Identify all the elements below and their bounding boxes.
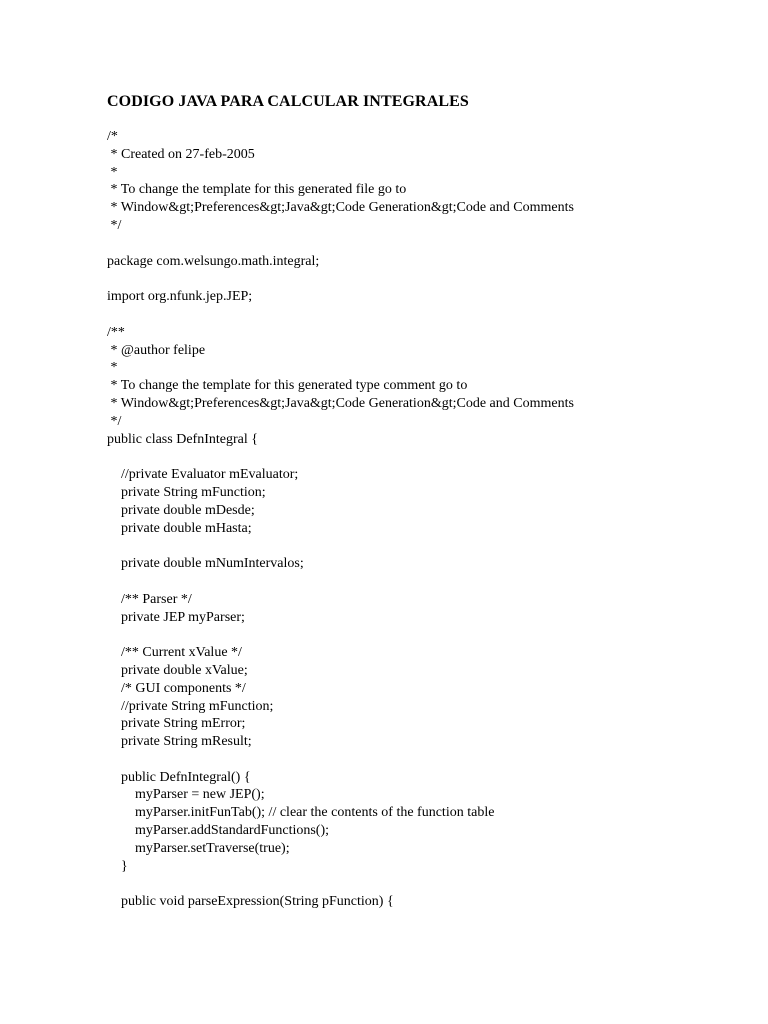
code-line <box>107 751 574 769</box>
code-line: myParser.initFunTab(); // clear the contents of the function table <box>107 805 495 821</box>
code-line: //private Evaluator mEvaluator; <box>107 467 299 483</box>
code-line: import org.nfunk.jep.JEP; <box>107 289 253 305</box>
code-line: * To change the template for this generated type comment go to <box>107 378 468 394</box>
code-line <box>107 875 574 893</box>
code-line: * Created on 27-feb-2005 <box>107 146 255 162</box>
code-line <box>107 448 574 466</box>
code-line: private String mResult; <box>107 734 252 750</box>
code-line <box>107 626 574 644</box>
code-line: * <box>107 360 118 376</box>
code-line: * <box>107 164 118 180</box>
code-line <box>107 573 574 591</box>
code-line: //private String mFunction; <box>107 698 274 714</box>
document-title: CODIGO JAVA PARA CALCULAR INTEGRALES <box>107 93 469 110</box>
code-line <box>107 537 574 555</box>
code-line <box>107 270 574 288</box>
code-line <box>107 306 574 324</box>
code-line: package com.welsungo.math.integral; <box>107 253 320 269</box>
code-line: myParser = new JEP(); <box>107 787 265 803</box>
code-line: private String mError; <box>107 716 246 732</box>
code-line: /** Parser */ <box>107 591 192 607</box>
code-line: */ <box>107 217 122 233</box>
code-line: /* <box>107 129 118 144</box>
code-line: myParser.setTraverse(true); <box>107 840 290 856</box>
code-line: private double mHasta; <box>107 520 252 536</box>
code-line: public class DefnIntegral { <box>107 431 258 447</box>
code-line: myParser.addStandardFunctions(); <box>107 823 330 839</box>
code-line: /** <box>107 324 125 340</box>
code-line: * @author felipe <box>107 342 206 358</box>
code-line: * To change the template for this generated file go to <box>107 182 407 198</box>
code-line: * Window&gt;Preferences&gt;Java&gt;Code Generation&gt;Code and Comments <box>107 395 574 411</box>
code-listing <box>107 128 574 911</box>
code-line: } <box>107 858 128 874</box>
code-line: /** Current xValue */ <box>107 645 242 661</box>
code-line <box>107 235 574 253</box>
code-line: */ <box>107 413 122 429</box>
code-line: private double xValue; <box>107 662 248 678</box>
code-line: private String mFunction; <box>107 484 266 500</box>
code-line: * Window&gt;Preferences&gt;Java&gt;Code Generation&gt;Code and Comments <box>107 200 574 216</box>
code-line: /* GUI components */ <box>107 680 246 696</box>
code-line: private double mDesde; <box>107 502 255 518</box>
code-line: public void parseExpression(String pFunction) { <box>107 894 394 910</box>
code-line: private JEP myParser; <box>107 609 245 625</box>
code-line: public DefnIntegral() { <box>107 769 251 785</box>
code-line: private double mNumIntervalos; <box>107 556 304 572</box>
